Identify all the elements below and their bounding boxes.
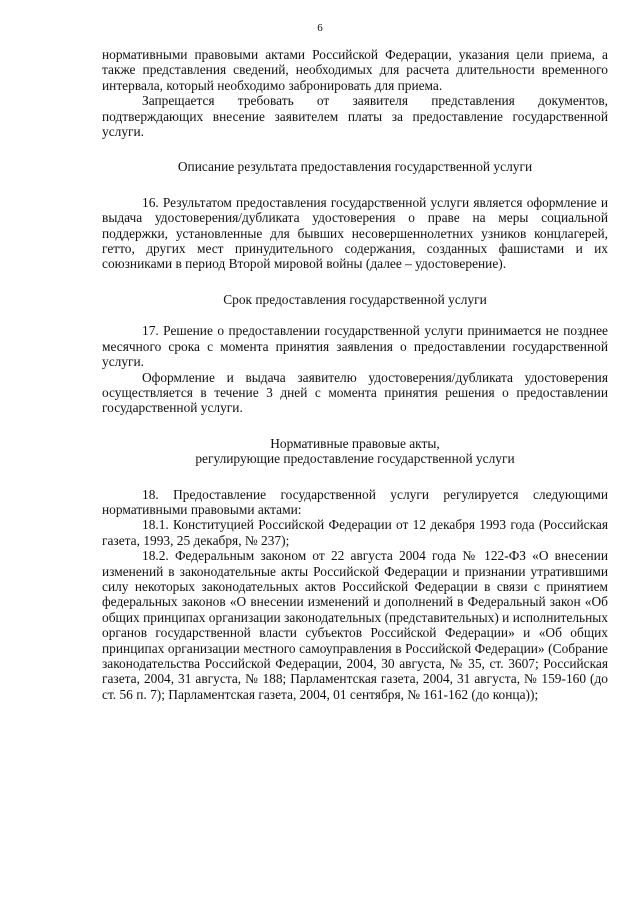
section-heading: Нормативные правовые акты, xyxy=(270,435,440,451)
section-heading: регулирующие предоставление государственной услуги xyxy=(195,451,515,467)
paragraph: Оформление и выдача заявителю удостоверения/дубликата удостоверения осуществляется в течение 3 дней с момента принятия решения о предоставлении государственной услуги. xyxy=(102,369,608,416)
paragraph: нормативными правовыми актами Российской Федерации, указания цели приема, а также представления сведений, необходимых для расчета длительности временного интервала, который необходимо забронировать для приема. xyxy=(102,47,608,93)
paragraph: 18.2. Федеральным законом от 22 августа 2004 года № 122-ФЗ «О внесении изменений в законодательные акты Российской Федерации и признании утратившими силу некоторых законодательных актов Российской Федерации в связи с принятием федеральных законов «О внесении изменений и дополнений в Федеральный закон «Об общих принципах организации законодательных (представительных) и исполнительных органов государственной власти субъектов Российской Федерации» и «Об общих принципах организации местного самоуправления в Российской Федерации» (Собрание законодательства Российской Федерации, 2004, 30 августа, № 35, ст. 3607; Российская газета, 2004, 31 августа, № 188; Парламентская газета, 2004, 31 августа, № 159-160 (до ст. 56 п. 7); Парламентская газета, 2004, 01 сентября, № 161-162 (до конца)); xyxy=(102,548,608,702)
paragraph: 18.1. Конституцией Российской Федерации от 12 декабря 1993 года (Российская газета, 1993, 25 декабря, № 237); xyxy=(102,517,608,548)
paragraph: 18. Предоставление государственной услуги регулируется следующими нормативными правовыми актами: xyxy=(102,486,608,517)
document-body xyxy=(102,47,608,702)
section-heading: Описание результата предоставления государственной услуги xyxy=(177,159,533,175)
paragraph: 16. Результатом предоставления государственной услуги является оформление и выдача удостоверения/дубликата удостоверения о праве на меры социальной поддержки, установленные для бывших несовершеннолетних узников концлагерей, гетто, других мест принудительного содержания, созданных фашистами и их союзниками в период Второй мировой войны (далее – удостоверение). xyxy=(102,194,608,272)
page-number: 6 xyxy=(317,22,323,34)
section-heading: Срок предоставления государственной услуги xyxy=(223,291,487,307)
paragraph: Запрещается требовать от заявителя представления документов, подтверждающих внесение заявителем платы за предоставление государственной услуги. xyxy=(102,93,608,140)
paragraph: 17. Решение о предоставлении государственной услуги принимается не позднее месячного срока с момента принятия заявления о предоставлении государственной услуги. xyxy=(102,323,608,370)
